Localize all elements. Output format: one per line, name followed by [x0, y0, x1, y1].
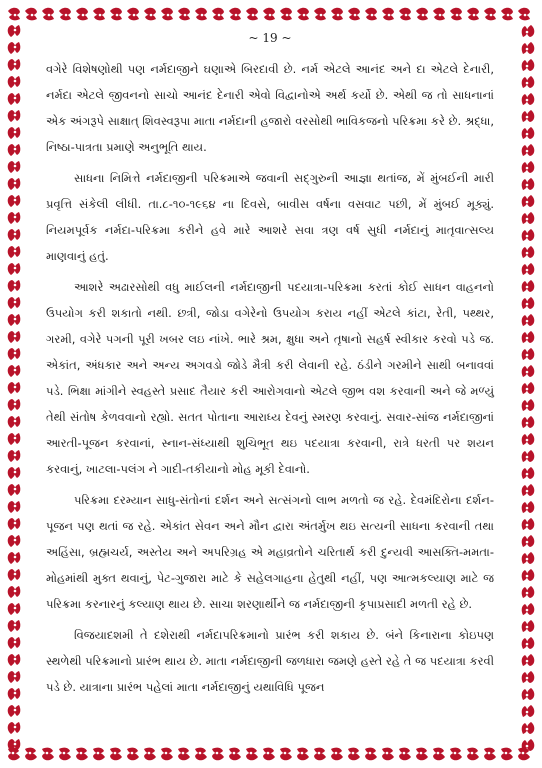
border-ornament	[8, 144, 21, 156]
border-ornament	[25, 8, 37, 21]
border-ornament	[8, 297, 21, 309]
border-ornament	[280, 8, 292, 21]
border-ornament	[42, 8, 54, 21]
border-ornament	[25, 748, 37, 761]
border-ornament	[8, 518, 21, 530]
border-ornament	[314, 748, 326, 761]
border-ornament	[8, 110, 21, 122]
border-ornament	[297, 748, 309, 761]
border-ornament	[399, 748, 411, 761]
border-ornament	[8, 314, 21, 326]
border-ornament	[522, 314, 535, 326]
border-ornament	[365, 748, 377, 761]
border-ornament	[8, 42, 21, 54]
border-ornament	[522, 603, 535, 615]
border-ornament	[433, 748, 445, 761]
border-ornament	[365, 8, 377, 21]
border-ornament	[522, 552, 535, 564]
border-ornament	[8, 127, 21, 139]
border-ornament	[8, 59, 21, 71]
border-ornament	[522, 501, 535, 513]
border-ornament	[522, 297, 535, 309]
border-ornament	[501, 8, 513, 21]
paragraph-2: સાધના નિમિત્તે નર્મદાજીની પરિક્રમાએ જવાની સદ્ગુરુની આજ્ઞા થતાંજ, મેં મુંબઈની મારી પ્રવૃત્તિ સંકેલી લીધી. તા.૮-૧૦-૧૯૬૪ ના દિવસે, બાવીસ વર્ષના વસવાટ પછી, મેં મુંબઈ મૂક્યું. નિયમપૂર્વક નર્મદા-પરિક્રમા કરીને હવે મારે આશરે સવા ત્રણ વર્ષ સુધી નર્મદાનું માતૃવાત્સલ્ય માણવાનું હતું.	[46, 171, 494, 263]
border-ornament	[8, 467, 21, 479]
border-ornament	[522, 433, 535, 445]
border-ornament	[8, 416, 21, 428]
border-ornament	[450, 8, 462, 21]
border-ornament	[522, 246, 535, 258]
border-ornament	[522, 484, 535, 496]
border-ornament	[522, 212, 535, 224]
border-ornament	[518, 8, 530, 21]
border-ornament	[522, 59, 535, 71]
border-ornament	[8, 450, 21, 462]
border-ornament	[382, 748, 394, 761]
border-ornament	[522, 671, 535, 683]
border-ornament	[522, 365, 535, 377]
paragraph-1: વગેરે વિશેષણોથી પણ નર્મદાજીને ઘણાએ બિરદાવી છે. નર્મ એટલે આનંદ અને દા એટલે દેનારી, નર્મદા એટલે જીવનનો સાચો આનંદ દેનારી એવો વિદ્વાનોએ અર્થ કર્યો છે. એથી જ તો સાધનાનાં એક અંગરૂપે સાક્ષાત્ શિવસ્વરૂપા માતા નર્મદાની હજારો વરસોથી ભાવિકજનો પરિક્રમા કરે છે. શ્રદ્ધા, નિષ્ઠા-પાત્રતા પ્રમાણે અનુભૂતિ થાય.	[46, 62, 494, 154]
border-ornament	[8, 484, 21, 496]
border-ornament	[8, 433, 21, 445]
border-ornament	[484, 748, 496, 761]
border-ornament	[8, 637, 21, 649]
border-ornament	[161, 8, 173, 21]
paragraph-5: વિજયાદશમી તે દશેરાથી નર્મદાપરિક્રમાનો પ્રારંભ કરી શકાય છે. બંને કિનારાના કોઇપણ સ્થળેથી પરિક્રમાનો પ્રારંભ થાય છે. માતા નર્મદાજીની જળધારા જમણે હસ્તે રહે તે જ પદયાત્રા કરવી પડે છે. યાત્રાના પ્રારંભ પહેલાં માતા નર્મદાજીનું યથાવિધિ પૂજન	[46, 628, 494, 694]
border-ornament	[348, 748, 360, 761]
border-ornament	[382, 8, 394, 21]
border-ornament	[8, 620, 21, 632]
border-ornament	[280, 748, 292, 761]
border-ornament	[522, 42, 535, 54]
border-ornament	[522, 688, 535, 700]
border-ornament	[522, 705, 535, 717]
border-ornament	[110, 748, 122, 761]
border-ornament	[8, 722, 21, 734]
border-ornament	[59, 748, 71, 761]
border-ornament	[522, 348, 535, 360]
border-ornament	[8, 569, 21, 581]
border-ornament	[522, 127, 535, 139]
border-ornament	[212, 8, 224, 21]
border-ornament	[8, 382, 21, 394]
border-ornament	[8, 93, 21, 105]
border-ornament	[178, 8, 190, 21]
border-ornament	[399, 8, 411, 21]
border-ornament	[42, 748, 54, 761]
border-ornament	[522, 195, 535, 207]
border-ornament	[522, 569, 535, 581]
border-ornament	[178, 748, 190, 761]
border-ornament	[522, 722, 535, 734]
border-ornament	[522, 739, 535, 751]
border-ornament	[229, 748, 241, 761]
border-ornament	[8, 552, 21, 564]
border-ornament	[522, 263, 535, 275]
border-ornament	[8, 688, 21, 700]
border-ornament	[416, 748, 428, 761]
border-ornament	[522, 93, 535, 105]
border-ornament	[450, 748, 462, 761]
border-ornament	[484, 8, 496, 21]
border-ornament	[59, 8, 71, 21]
border-ornament	[8, 246, 21, 258]
border-ornament	[8, 365, 21, 377]
border-ornament	[8, 8, 20, 21]
border-ornament	[522, 76, 535, 88]
border-ornament	[522, 229, 535, 241]
border-ornament	[522, 144, 535, 156]
border-ornament	[522, 399, 535, 411]
border-ornament	[8, 348, 21, 360]
border-ornament	[76, 8, 88, 21]
border-ornament	[8, 178, 21, 190]
border-ornament	[522, 535, 535, 547]
border-ornament	[522, 178, 535, 190]
border-ornament	[522, 161, 535, 173]
border-ornament	[8, 76, 21, 88]
border-ornament	[522, 331, 535, 343]
border-ornament	[246, 8, 258, 21]
border-ornament	[8, 25, 21, 37]
border-ornament	[8, 654, 21, 666]
border-ornament	[522, 110, 535, 122]
border-ornament	[433, 8, 445, 21]
border-ornament	[263, 8, 275, 21]
border-ornament	[522, 518, 535, 530]
border-ornament	[8, 705, 21, 717]
border-ornament	[467, 8, 479, 21]
border-ornament	[195, 8, 207, 21]
border-ornament	[8, 280, 21, 292]
border-ornament	[110, 8, 122, 21]
border-ornament	[8, 212, 21, 224]
border-ornament	[8, 263, 21, 275]
border-ornament	[522, 382, 535, 394]
border-ornament	[8, 331, 21, 343]
paragraph-3: આશરે અઢારસોથી વધુ માઈલની નર્મદાજીની પદયાત્રા-પરિક્રમા કરતાં કોઈ સાધન વાહનનો ઉપયોગ કરી શકાતો નથી. છત્રી, જોડા વગેરેનો ઉપયોગ કરાય નહીં એટલે કાંટા, રેતી, પથ્થર, ગરમી, વગેરે પગની પૂરી ખબર લઇ નાંખે. ભારે શ્રમ, ક્ષુધા અને તૃષાનો સહર્ષ સ્વીકાર કરવો પડે જ. એકાંત, અંધકાર અને અન્ય અગવડો જોડે મૈત્રી કરી લેવાની રહે. ઠંડીને ગરમીને સાથી બનાવવાં પડે. ભિક્ષા માંગીને સ્વહસ્તે પ્રસાદ તૈયાર કરી આરોગવાનો એટલે જીભ વશ કરવાની અને જે મળ્યું તેથી સંતોષ કેળવવાનો રહ્યો. સતત પોતાના આરાધ્ય દેવનું સ્મરણ કરવાનું. સવાર-સાંજ નર્મદાજીનાં આરતી-પૂજન કરવાનાં, સ્નાન-સંધ્યાથી શુચિભૂત થઇ પદયાત્રા કરવાની, રાત્રે ધરતી પર શયન કરવાનું, ખાટલા-પલંગ ને ગાદી-તકીયાનો મોહ મૂકી દેવાનો.	[46, 280, 494, 476]
border-ornament	[8, 501, 21, 513]
border-ornament	[331, 8, 343, 21]
border-ornament	[8, 161, 21, 173]
border-ornament	[8, 586, 21, 598]
border-ornament	[522, 25, 535, 37]
page-content	[46, 30, 494, 700]
border-ornament	[8, 671, 21, 683]
border-ornament	[348, 8, 360, 21]
border-ornament	[8, 195, 21, 207]
border-ornament	[522, 450, 535, 462]
border-ornament	[8, 535, 21, 547]
border-ornament	[76, 748, 88, 761]
border-ornament	[161, 748, 173, 761]
border-ornament	[522, 467, 535, 479]
border-ornament	[8, 229, 21, 241]
border-ornament	[416, 8, 428, 21]
page-number: ~ 19 ~	[248, 31, 292, 45]
border-ornament	[144, 8, 156, 21]
paragraph-4: પરિક્રમા દરમ્યાન સાધુ-સંતોનાં દર્શન અને સત્સંગનો લાભ મળતો જ રહે. દેવમંદિરોના દર્શન-પૂજન પણ થતાં જ રહે. એકાંત સેવન અને મૌન દ્વારા અંતર્મુખ થઇ સત્યની સાધના કરવાની તથા અહિંસા, બ્રહ્મચર્ય, અસ્તેય અને અપરિગ્રહ એ મહાવ્રતોને ચરિતાર્થ કરી દુન્યવી આસક્તિ-મમતા-મોહમાંથી મુક્ત થવાનું, પેટ-ગુજારા માટે કે સહેલગાહના હેતુથી નહીં, પણ આત્મકલ્યાણ માટે જ પરિક્રમા કરનારનું કલ્યાણ થાય છે. સાચા શરણાર્થીને જ નર્મદાજીની કૃપાપ્રસાદી મળતી રહે છે.	[46, 493, 494, 611]
border-ornament	[314, 8, 326, 21]
border-ornament	[127, 748, 139, 761]
border-ornament	[501, 748, 513, 761]
border-ornament	[297, 8, 309, 21]
border-ornament	[522, 654, 535, 666]
border-ornament	[522, 586, 535, 598]
border-ornament	[229, 8, 241, 21]
border-ornament	[522, 637, 535, 649]
border-ornament	[263, 748, 275, 761]
border-ornament	[144, 748, 156, 761]
border-ornament	[331, 748, 343, 761]
border-ornament	[522, 280, 535, 292]
border-ornament	[93, 748, 105, 761]
border-ornament	[195, 748, 207, 761]
border-ornament	[467, 748, 479, 761]
border-ornament	[127, 8, 139, 21]
border-ornament	[93, 8, 105, 21]
border-ornament	[8, 399, 21, 411]
border-ornament	[522, 620, 535, 632]
border-ornament	[246, 748, 258, 761]
border-ornament	[212, 748, 224, 761]
border-ornament	[522, 416, 535, 428]
border-ornament	[8, 603, 21, 615]
